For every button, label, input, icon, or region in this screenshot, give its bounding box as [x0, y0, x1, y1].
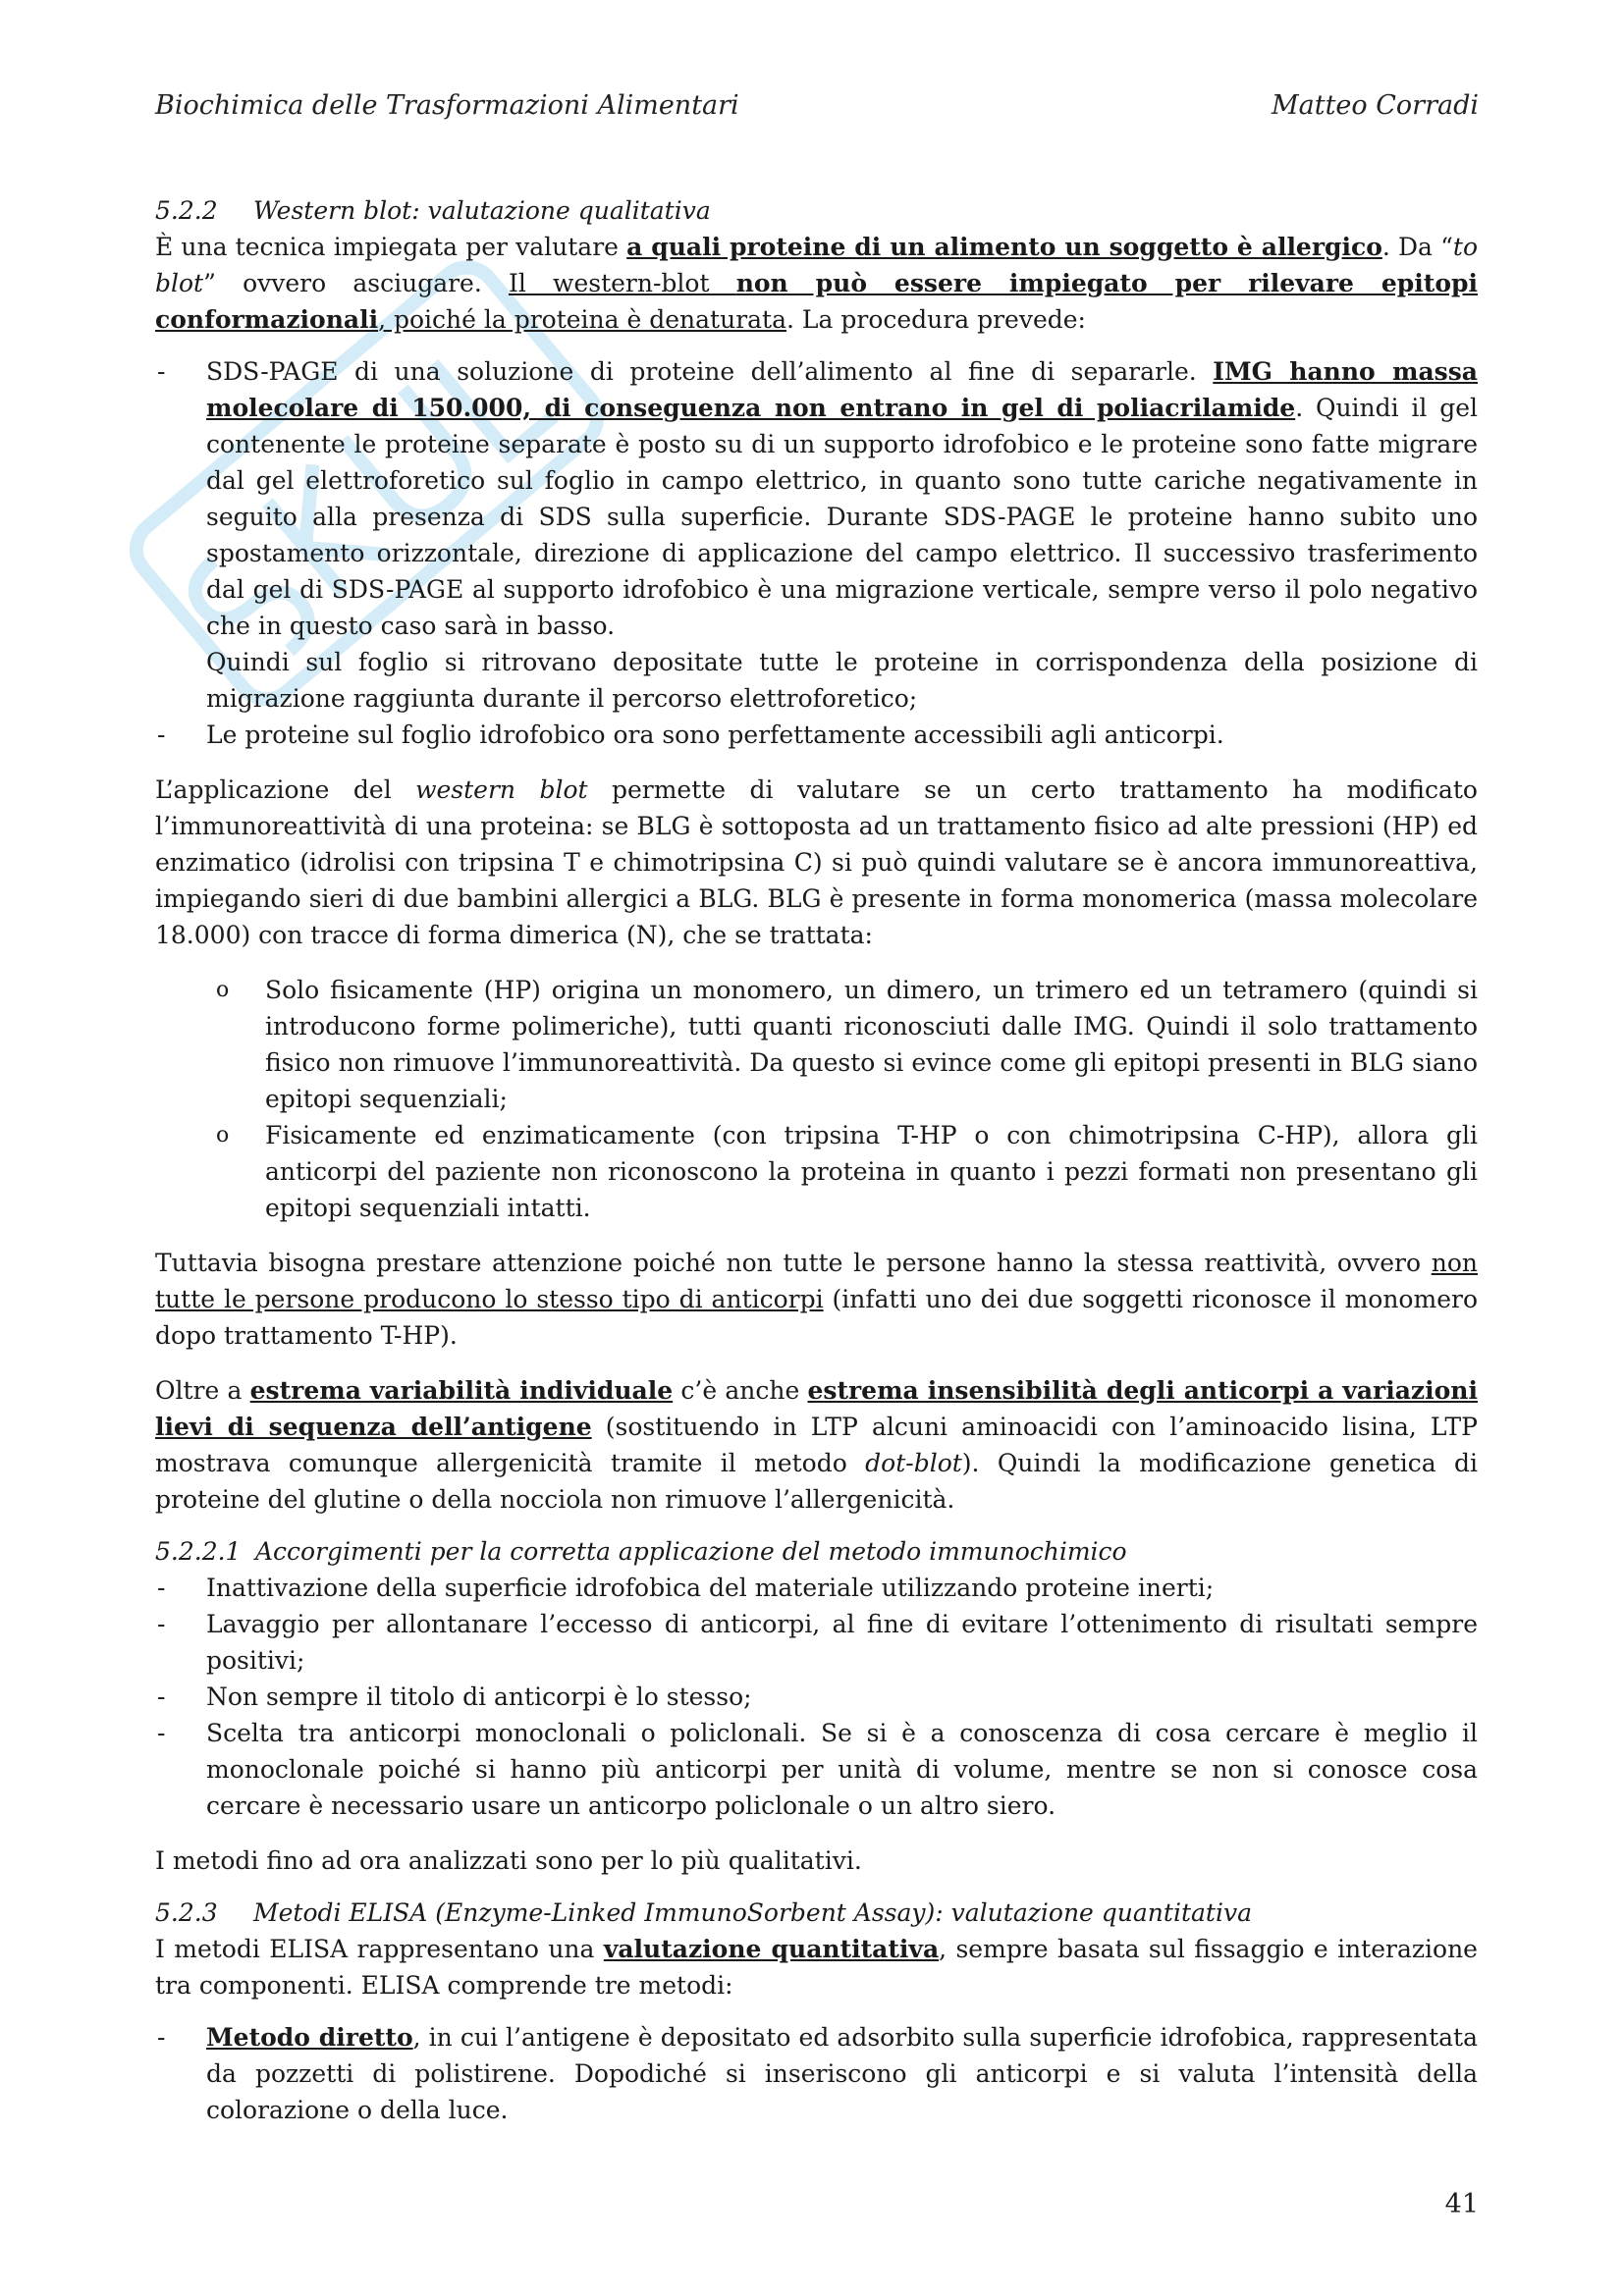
list-item: - Scelta tra anticorpi monoclonali o policlonali. Se si è a conoscenza di cosa cercare è meglio il monoclonale poiché si hanno più anticorpi per unità di volume, mentre se non si conosce cosa cercare è necessario usare un anticorpo policlonale o un altro siero. [155, 1715, 1478, 1824]
section-heading-5-2-2: 5.2.2 Western blot: valutazione qualitativa [155, 196, 711, 225]
paragraph-reactivity: Tuttavia bisogna prestare attenzione poiché non tutte le persone hanno la stessa reattività, ovvero non tutte le persone producono lo stesso tipo di anticorpi (infatti uno dei due soggetti riconosce il monomero dopo trattamento T-HP). [155, 1249, 1478, 1350]
paragraph-variability: Oltre a estrema variabilità individuale c’è anche estrema insensibilità degli anticorpi a variazioni lievi di sequenza dell’antigene (sostituendo in LTP alcuni aminoacidi con l’aminoacido lisina, LTP mostrava comunque allergenicità tramite il metodo dot-blot). Quindi la modificazione genetica di proteine del glutine o della nocciola non rimuove l’allergenicità. [155, 1376, 1478, 1514]
header-course-title: Biochimica delle Trasformazioni Alimentari [155, 90, 739, 121]
list-item: o Fisicamente ed enzimaticamente (con tripsina T-HP o con chimotripsina C-HP), allora gli anticorpi del paziente non riconoscono la proteina in quanto i pezzi formati non presentano gli epitopi sequenziali intatti. [155, 1117, 1478, 1226]
list-item: - Lavaggio per allontanare l’eccesso di anticorpi, al fine di evitare l’ottenimento di risultati sempre positivi; [155, 1606, 1478, 1679]
paragraph-qualitative-summary: I metodi fino ad ora analizzati sono per lo più qualitativi. [155, 1846, 862, 1875]
page-number: 41 [1444, 2189, 1479, 2219]
list-item: - Inattivazione della superficie idrofobica del materiale utilizzando proteine inerti; [155, 1570, 1478, 1606]
list-item: - SDS-PAGE di una soluzione di proteine dell’alimento al fine di separarle. IMG hanno massa molecolare di 150.000, di conseguenza non entrano in gel di poliacrilamide. Quindi il gel contenente le proteine separate è posto su di un supporto idrofobico e le proteine sono fatte migrare dal gel elettroforetico sul foglio in campo elettrico, in quanto sono tutte cariche negativamente in seguito alla presenza di SDS sulla superficie. Durante SDS-PAGE le proteine hanno subito uno spostamento orizzontale, direzione di applicazione del campo elettrico. Il successivo trasferimento dal gel di SDS-PAGE al supporto idrofobico è una migrazione verticale, sempre verso il polo negativo che in questo caso sarà in basso. Quindi sul foglio si ritrovano depositate tutte le proteine in corrispondenza della posizione di migrazione raggiunta durante il percorso elettroforetico; [155, 353, 1478, 717]
list-item: - Metodo diretto, in cui l’antigene è depositato ed adsorbito sulla superficie idrofobica, rappresentata da pozzetti di polistirene. Dopodiché si inseriscono gli anticorpi e si valuta l’intensità della colorazione o della luce. [155, 2019, 1478, 2128]
treatment-list [155, 972, 1478, 1226]
section-heading-5-2-2-1: 5.2.2.1 Accorgimenti per la corretta applicazione del metodo immunochimico [155, 1537, 1127, 1566]
page-header [155, 90, 1479, 121]
paragraph-western-blot-intro: È una tecnica impiegata per valutare a quali proteine di un alimento un soggetto è allergico. Da “to blot” ovvero asciugare. Il western-blot non può essere impiegato per rilevare epitopi conformazionali, poiché la proteina è denaturata. La procedura prevede: [155, 233, 1479, 334]
list-item: - Non sempre il titolo di anticorpi è lo stesso; [155, 1679, 1478, 1715]
page-content [155, 192, 1478, 2128]
header-author: Matteo Corradi [1271, 90, 1479, 121]
section-heading-5-2-3: 5.2.3 Metodi ELISA (Enzyme-Linked ImmunoSorbent Assay): valutazione quantitativa [155, 1898, 1252, 1927]
elisa-methods-list [155, 2019, 1478, 2128]
list-item: o Solo fisicamente (HP) origina un monomero, un dimero, un trimero ed un tetramero (quindi si introducono forme polimeriche), tutti quanti riconosciuti dalle IMG. Quindi il solo trattamento fisico non rimuove l’immunoreattività. Da questo si evince come gli epitopi presenti in BLG siano epitopi sequenziali; [155, 972, 1478, 1117]
list-item: - Le proteine sul foglio idrofobico ora sono perfettamente accessibili agli anticorpi. [155, 717, 1478, 753]
precautions-list [155, 1570, 1478, 1824]
procedure-list [155, 353, 1478, 753]
paragraph-western-blot-application: L’applicazione del western blot permette di valutare se un certo trattamento ha modificato l’immunoreattività di una proteina: se BLG è sottoposta ad un trattamento fisico ad alte pressioni (HP) ed enzimatico (idrolisi con tripsina T e chimotripsina C) si può quindi valutare se è ancora immunoreattiva, impiegando sieri di due bambini allergici a BLG. BLG è presente in forma monomerica (massa molecolare 18.000) con tracce di forma dimerica (N), che se trattata: [155, 775, 1478, 949]
paragraph-elisa-intro: I metodi ELISA rappresentano una valutazione quantitativa, sempre basata sul fissaggio e interazione tra componenti. ELISA comprende tre metodi: [155, 1935, 1478, 2000]
